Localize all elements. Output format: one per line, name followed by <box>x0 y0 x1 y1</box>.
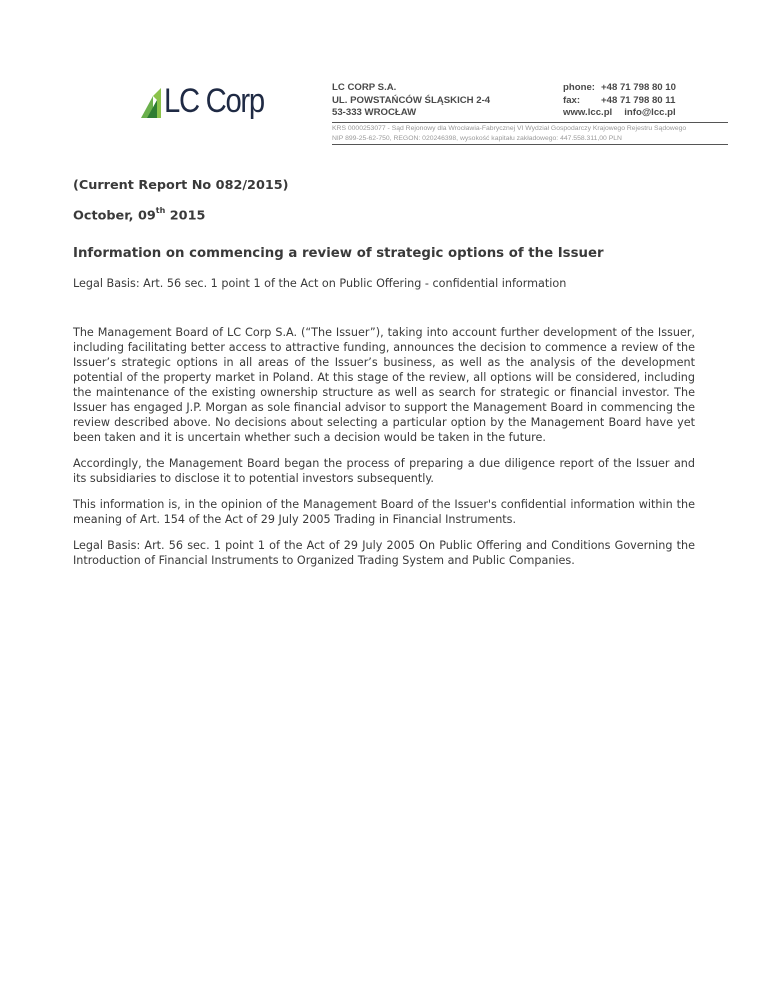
company-contact <box>563 82 676 120</box>
phone-label: phone: <box>563 82 595 93</box>
body-paragraph-1: The Management Board of LC Corp S.A. (“The Issuer”), taking into account further development of the Issuer, including facilitating better access to attractive funding, announces the decision to commence a review of the Issuer’s strategic options in all areas of the Issuer’s business, as well as the analysis of the development potential of the property market in Poland. At this stage of the review, all options will be considered, including the maintenance of the existing ownership structure as well as search for strategic or financial investor. The Issuer has engaged J.P. Morgan as sole financial advisor to support the Management Board in commencing the review described above. No decisions about selecting a particular option by the Management Board have yet been taken and it is uncertain whether such a decision would be taken in the future. <box>73 326 695 444</box>
report-date-ordinal: th <box>155 206 166 215</box>
fax-row <box>563 95 676 108</box>
body-paragraph-2: Accordingly, the Management Board began the process of preparing a due diligence report of the Issuer and its subsidiaries to disclose it to potential investors subsequently. <box>73 457 695 485</box>
fax-value: +48 71 798 80 11 <box>601 94 676 106</box>
report-legal-basis: Legal Basis: Art. 56 sec. 1 point 1 of the Act on Public Offering - confidential information <box>73 277 567 290</box>
report-title: Information on commencing a review of strategic options of the Issuer <box>73 246 604 261</box>
body-paragraph-4: Legal Basis: Art. 56 sec. 1 point 1 of the Act of 29 July 2005 On Public Offering and Conditions Governing the Introduction of Financial Instruments to Organized Trading System and Public Companies. <box>73 539 695 567</box>
phone-row <box>563 82 676 95</box>
report-number: (Current Report No 082/2015) <box>73 178 289 193</box>
header-divider-bottom <box>332 144 728 145</box>
company-address <box>332 82 490 120</box>
report-body <box>73 325 695 579</box>
logo-text: LC Corp <box>164 82 264 120</box>
registry-line-2: NIP 899-25-62-750, REGON: 020246398, wysokość kapitału zakładowego: 447.558.311,00 PLN <box>332 134 622 142</box>
website-link[interactable]: www.lcc.pl <box>563 107 613 118</box>
company-name: LC CORP S.A. <box>332 82 397 93</box>
company-city: 53-333 WROCŁAW <box>332 107 417 118</box>
header-divider-top <box>332 122 728 123</box>
body-paragraph-3: This information is, in the opinion of the Management Board of the Issuer's confidential information within the meaning of Art. 154 of the Act of 29 July 2005 Trading in Financial Instruments. <box>73 498 695 526</box>
report-date <box>73 207 205 223</box>
fax-label: fax: <box>563 94 581 106</box>
registry-line-1: KRS 0000253077 - Sąd Rejonowy dla Wrocławia-Fabrycznej VI Wydział Gospodarczy Krajowego Rejestru Sądowego <box>332 125 687 132</box>
company-street: UL. POWSTAŃCÓW ŚLĄSKICH 2-4 <box>332 94 491 106</box>
web-row <box>563 107 676 120</box>
report-date-day: October, 09 <box>73 208 156 224</box>
report-date-year: 2015 <box>169 208 206 224</box>
registry-info <box>332 124 686 143</box>
email-link[interactable]: info@lcc.pl <box>624 107 676 118</box>
phone-value: +48 71 798 80 10 <box>601 82 676 93</box>
company-logo <box>141 82 276 128</box>
logo-mark-icon <box>141 88 163 122</box>
